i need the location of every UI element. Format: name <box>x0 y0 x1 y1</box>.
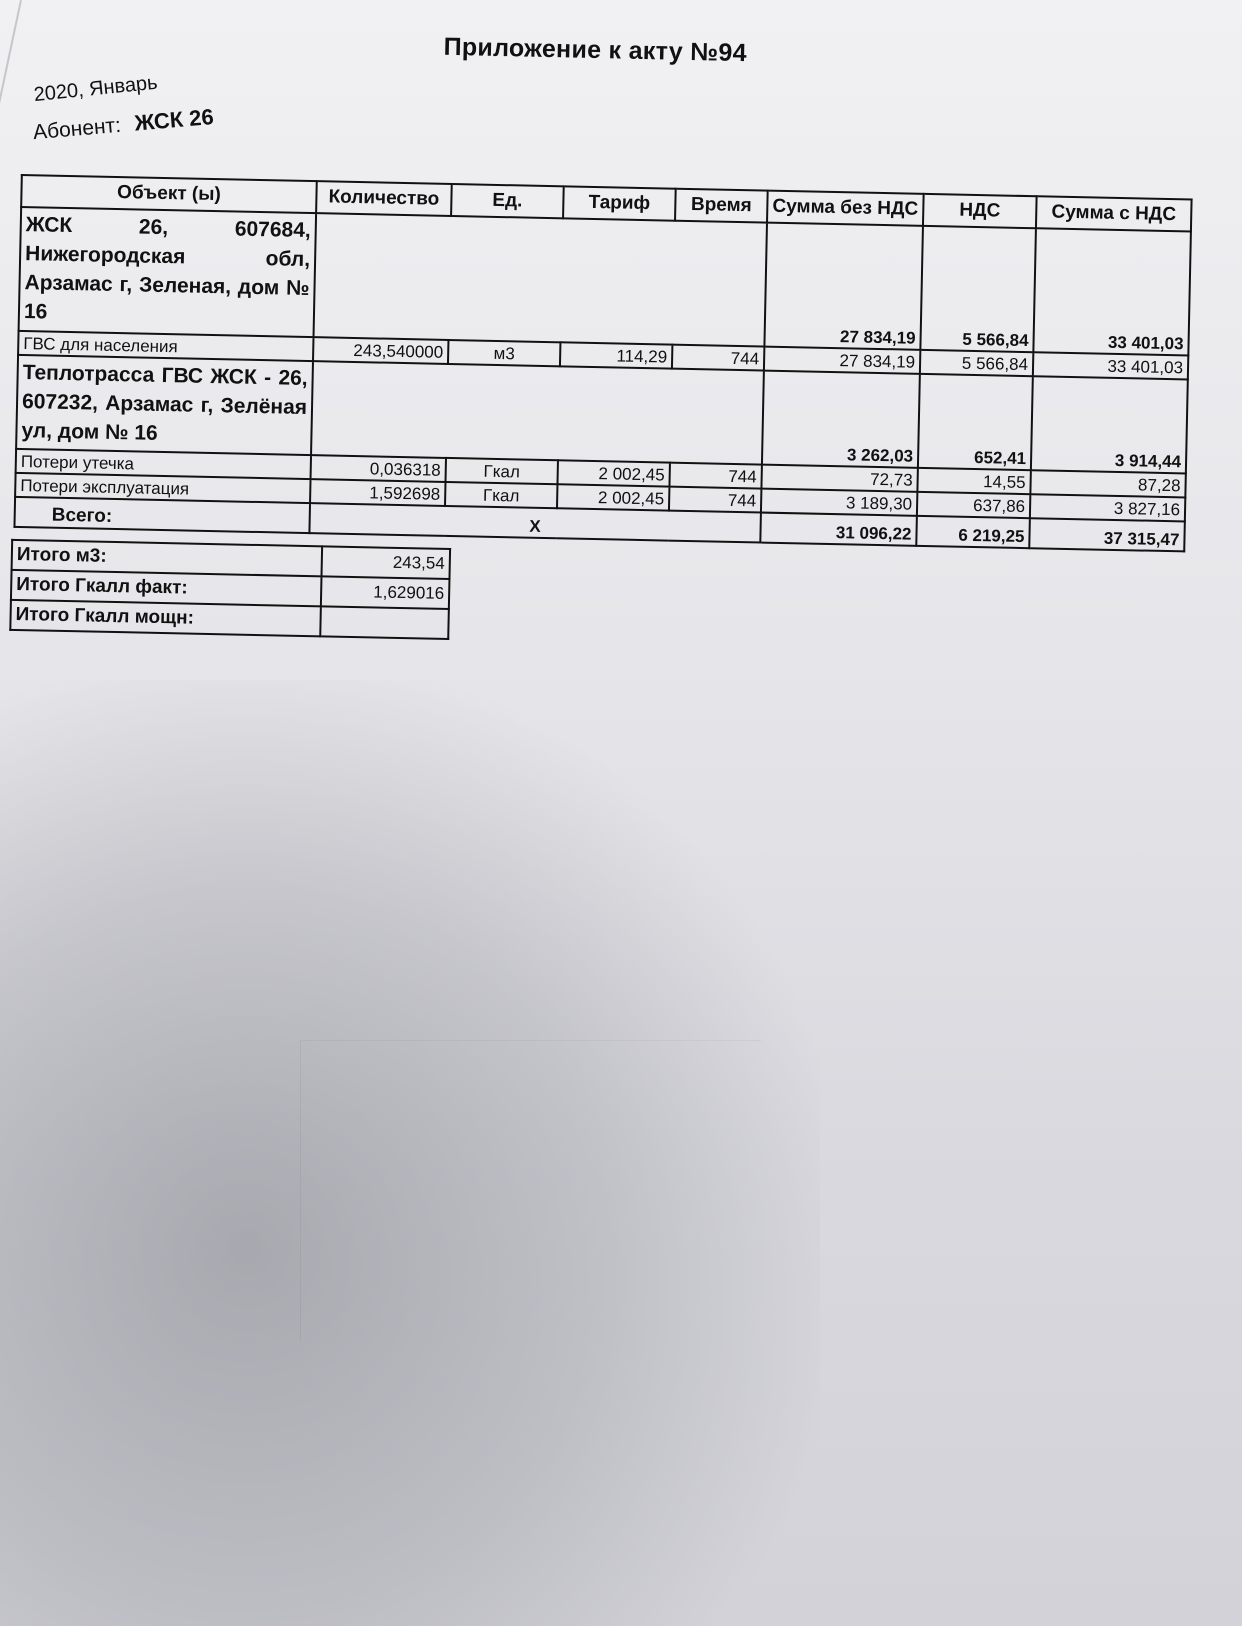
summary-value: 243,54 <box>321 546 450 579</box>
row-quantity: 243,540000 <box>313 337 448 364</box>
row-sum-with-vat: 87,28 <box>1030 470 1185 497</box>
total-label: Всего: <box>14 497 310 533</box>
group-vat: 5 566,84 <box>920 226 1036 352</box>
document-title: Приложение к акту №94 <box>443 32 748 68</box>
header-tariff: Тариф <box>563 186 676 220</box>
subscriber-value: ЖСК 26 <box>133 104 215 136</box>
row-unit: Гкал <box>446 458 558 484</box>
total-marker: Х <box>309 503 761 542</box>
charges-table <box>13 174 1192 552</box>
summary-label: Итого Гкалл мощн: <box>10 600 321 636</box>
row-sum-no-vat: 72,73 <box>761 465 917 492</box>
group-blank-cell <box>314 213 767 346</box>
row-unit: м3 <box>448 340 560 366</box>
group-vat: 652,41 <box>918 374 1033 470</box>
row-time: 744 <box>672 345 764 371</box>
group-sum-with-vat: 33 401,03 <box>1033 228 1191 355</box>
group-blank-cell <box>311 361 764 464</box>
row-vat: 637,86 <box>917 492 1030 518</box>
row-vat: 5 566,84 <box>920 350 1033 376</box>
row-quantity: 0,036318 <box>311 455 446 482</box>
group-name: Теплотрасса ГВС ЖСК - 26, 607232, Арзамас г, Зелёная ул, дом № 16 <box>16 355 313 455</box>
header-quantity: Количество <box>316 181 452 216</box>
header-object: Объект (ы) <box>21 175 317 213</box>
header-sum-no-vat: Сумма без НДС <box>767 191 924 226</box>
row-sum-no-vat: 27 834,19 <box>764 347 920 374</box>
group-name: ЖСК 26, 607684, Нижегородская обл, Арзамас г, Зеленая, дом № 16 <box>19 207 317 337</box>
total-vat: 6 219,25 <box>916 516 1030 548</box>
header-vat: НДС <box>923 194 1037 228</box>
row-tariff: 2 002,45 <box>557 484 669 510</box>
group-sum-no-vat: 27 834,19 <box>764 223 923 350</box>
total-sum-with-vat: 37 315,47 <box>1029 518 1185 551</box>
summary-value <box>320 606 449 639</box>
summary-table <box>9 539 451 640</box>
row-sum-with-vat: 3 827,16 <box>1030 494 1185 521</box>
row-time: 744 <box>669 487 761 513</box>
row-sum-no-vat: 3 189,30 <box>761 489 917 516</box>
summary-label: Итого Гкалл факт: <box>11 570 322 606</box>
subscriber-label: Абонент: <box>32 113 122 145</box>
billing-period: 2020, Январь <box>32 71 159 107</box>
header-time: Время <box>675 189 768 223</box>
summary-value: 1,629016 <box>321 576 450 609</box>
row-tariff: 114,29 <box>560 342 672 368</box>
row-tariff: 2 002,45 <box>557 460 669 486</box>
group-sum-with-vat: 3 914,44 <box>1031 376 1188 473</box>
total-sum-no-vat: 31 096,22 <box>760 513 917 546</box>
row-quantity: 1,592698 <box>310 479 445 506</box>
header-unit: Ед. <box>451 184 564 218</box>
row-time: 744 <box>669 463 761 489</box>
group-sum-no-vat: 3 262,03 <box>762 371 920 468</box>
row-name: Потери эксплуатация <box>15 473 310 503</box>
row-name: ГВС для населения <box>18 331 313 361</box>
group-row <box>19 207 1191 355</box>
row-name: Потери утечка <box>16 449 311 479</box>
header-sum-with-vat: Сумма с НДС <box>1036 196 1192 231</box>
row-vat: 14,55 <box>917 468 1030 494</box>
summary-label: Итого м3: <box>12 540 323 576</box>
row-sum-with-vat: 33 401,03 <box>1033 352 1188 379</box>
row-unit: Гкал <box>445 482 557 508</box>
